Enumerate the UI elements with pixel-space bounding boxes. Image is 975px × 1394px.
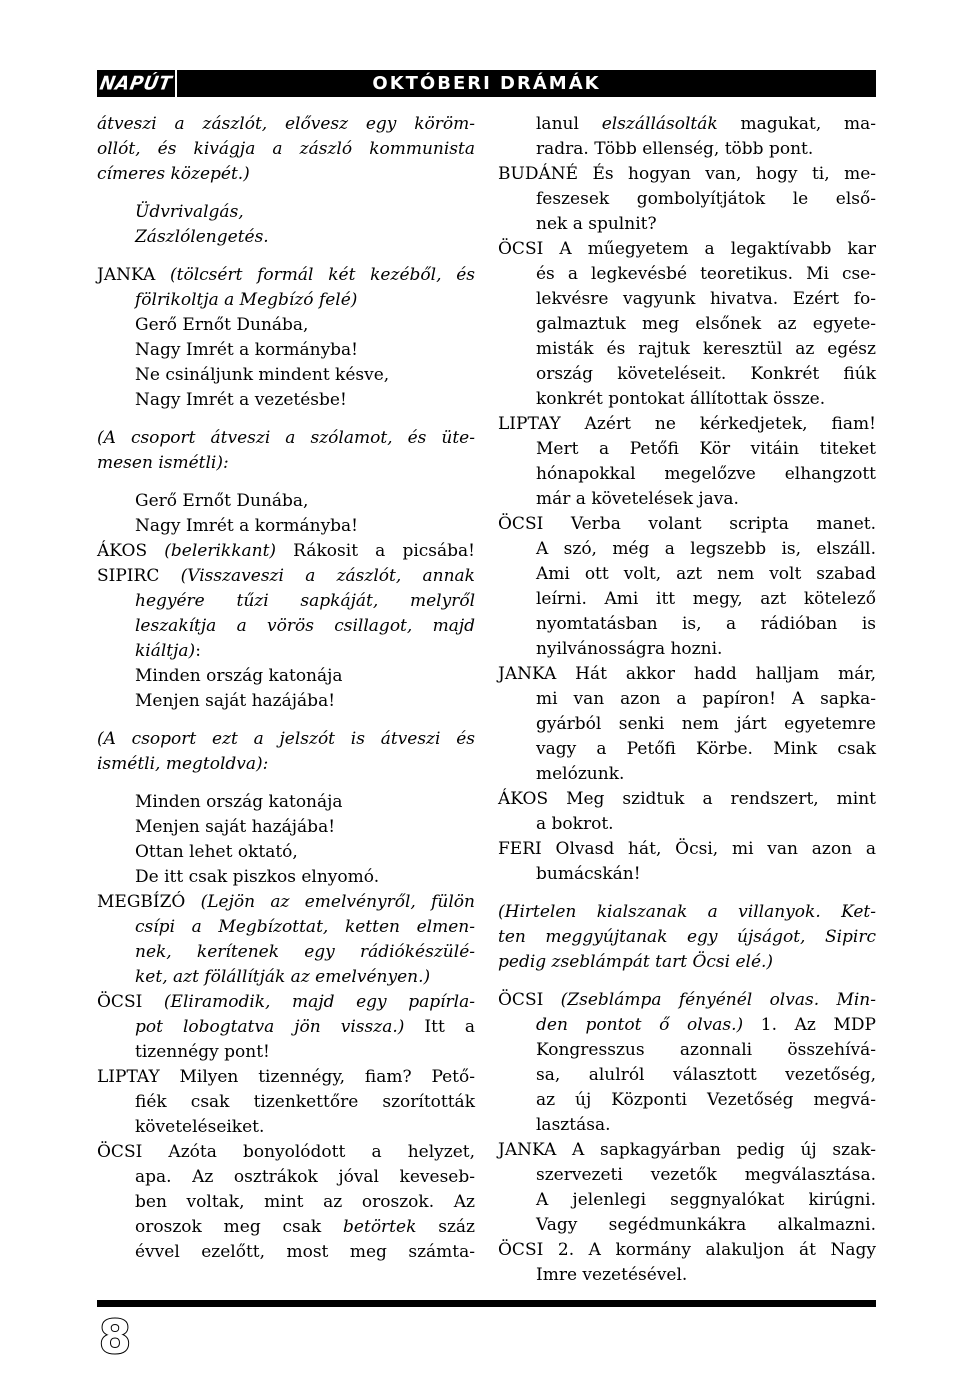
dialogue-text: ÖCSI 2. A kormány alakuljon át Nagy (498, 1240, 876, 1260)
dialogue-text: Kongresszus azonnali összehívá- (536, 1040, 876, 1060)
stage-direction-text: hegyére tűzi sapkáját, melyről (135, 591, 475, 611)
dialogue-text: ÖCSI A műegyetem a legaktívabb kar (498, 239, 876, 259)
dialogue-text: ÁKOS (97, 541, 165, 561)
stage-direction-text: átveszi a zászlót, elővesz egy köröm- (97, 114, 475, 134)
text-line (97, 426, 475, 451)
text-line (498, 137, 876, 162)
stage-direction-text: betörtek (343, 1217, 417, 1237)
text-line (97, 1065, 475, 1090)
dialogue-text: A szó, még a legszebb is, elszáll. (536, 539, 876, 559)
dialogue-text: a bokrot. (536, 814, 614, 834)
page-number: 8 (99, 1310, 132, 1364)
text-line (498, 712, 876, 737)
text-block (97, 790, 475, 890)
text-block (498, 1138, 876, 1238)
dialogue-text: Nagy Imrét a kormányba! (135, 340, 359, 360)
text-line (498, 1263, 876, 1288)
text-line (97, 752, 475, 777)
text-line (97, 965, 475, 990)
text-block (498, 512, 876, 662)
dialogue-text: az új Központi Vezetőség megvá- (536, 1090, 876, 1110)
text-line (498, 1188, 876, 1213)
text-line (498, 562, 876, 587)
text-block (97, 489, 475, 539)
text-block (97, 890, 475, 990)
stage-direction-text: ket, azt fölállítják az emelvényen.) (135, 967, 431, 987)
text-line (498, 537, 876, 562)
dialogue-text: Minden ország katonája (135, 792, 343, 812)
text-line (97, 288, 475, 313)
text-line (97, 313, 475, 338)
text-line (498, 1063, 876, 1088)
dialogue-text: ország követeléseit. Konkrét fiúk (536, 364, 876, 384)
stage-direction-text: mesen ismétli): (97, 453, 229, 473)
dialogue-text: Itt a (404, 1017, 475, 1037)
text-block (498, 988, 876, 1138)
dialogue-text: LIPTAY Milyen tizennégy, fiam? Pető- (97, 1067, 475, 1087)
dialogue-text: FERI Olvasd hát, Öcsi, mi van azon a (498, 839, 876, 859)
dialogue-text: leírni. Ami itt megy, azt kötelező (536, 589, 876, 609)
text-block (97, 1140, 475, 1265)
magazine-logo-text: NAPÚT (98, 72, 174, 95)
dialogue-text: melózunk. (536, 764, 625, 784)
dialogue-text: De itt csak piszkos elnyomó. (135, 867, 380, 887)
text-line (498, 262, 876, 287)
text-block (498, 112, 876, 162)
dialogue-text: száz (416, 1217, 475, 1237)
stage-direction-text: (Lejön az emelvényről, fülön (200, 892, 475, 912)
text-block (97, 263, 475, 413)
text-line (498, 612, 876, 637)
text-block (97, 1065, 475, 1140)
text-line (97, 137, 475, 162)
text-block (498, 787, 876, 837)
text-line (498, 112, 876, 137)
text-line (498, 312, 876, 337)
text-block (498, 162, 876, 237)
stage-direction-text: csípi a Megbízottat, ketten elmen- (135, 917, 475, 937)
stage-direction-text: (Visszaveszi a zászlót, annak (180, 566, 475, 586)
text-line (498, 1213, 876, 1238)
text-line (498, 762, 876, 787)
dialogue-text: nek a spulnit? (536, 214, 657, 234)
text-line (498, 925, 876, 950)
text-block (498, 1238, 876, 1288)
dialogue-text: JANKA (97, 265, 170, 285)
dialogue-text: Ottan lehet oktató, (135, 842, 298, 862)
text-line (97, 890, 475, 915)
text-line (498, 412, 876, 437)
text-line (498, 812, 876, 837)
dialogue-text: gyárból senki nem járt egyetemre (536, 714, 876, 734)
dialogue-text: évvel ezelőtt, most meg számta- (135, 1242, 475, 1262)
text-line (97, 1140, 475, 1165)
text-line (97, 1040, 475, 1065)
stage-direction-text: (tölcsért formál két kezéből, és (170, 265, 475, 285)
text-line (498, 1238, 876, 1263)
text-line (97, 589, 475, 614)
text-line (498, 787, 876, 812)
text-line (97, 539, 475, 564)
text-line (97, 162, 475, 187)
dialogue-text: magukat, ma- (717, 114, 876, 134)
dialogue-text: ÁKOS Meg szidtuk a rendszert, mint (498, 789, 876, 809)
dialogue-text: Ami ott volt, azt nem volt szabad (536, 564, 876, 584)
text-line (97, 815, 475, 840)
text-line (97, 564, 475, 589)
stage-direction-text: (Zseblámpa fényénél olvas. Min- (560, 990, 876, 1010)
dialogue-text: Menjen saját hazájába! (135, 691, 336, 711)
text-line (498, 587, 876, 612)
dialogue-text: Nagy Imrét a vezetésbe! (135, 390, 347, 410)
text-line (97, 639, 475, 664)
text-line (97, 1090, 475, 1115)
text-line (498, 287, 876, 312)
dialogue-text: ÖCSI (97, 992, 164, 1012)
stage-direction-text: címeres közepét.) (97, 164, 250, 184)
text-block (498, 837, 876, 887)
text-line (97, 200, 475, 225)
dialogue-text: : (195, 641, 201, 661)
dialogue-text: Mert a Petőfi Kör vitáin titeket (536, 439, 876, 459)
stage-direction-text: ismétli, megtoldva): (97, 754, 269, 774)
text-block (97, 426, 475, 476)
text-line (498, 687, 876, 712)
left-column (97, 112, 475, 1288)
dialogue-text: bumácskán! (536, 864, 641, 884)
text-block (97, 200, 475, 250)
dialogue-text: lasztása. (536, 1115, 611, 1135)
dialogue-text: Vagy segédmunkákra alkalmazni. (536, 1215, 876, 1235)
stage-direction-text: (belerikkant) (164, 541, 277, 561)
dialogue-text: Menjen saját hazájába! (135, 817, 336, 837)
dialogue-text: és a legkevésbé teoretikus. Mi cse- (536, 264, 876, 284)
text-line (498, 237, 876, 262)
text-line (498, 162, 876, 187)
text-line (97, 338, 475, 363)
text-line (97, 840, 475, 865)
stage-direction-text: Zászlólengetés. (135, 227, 269, 247)
text-line (498, 187, 876, 212)
dialogue-text: BUDÁNÉ És hogyan van, hogy ti, me- (498, 164, 876, 184)
stage-direction-text: leszakítja a vörös csillagot, majd (135, 616, 475, 636)
text-line (498, 362, 876, 387)
dialogue-text: ÖCSI Verba volant scripta manet. (498, 514, 876, 534)
stage-direction-text: (A csoport ezt a jelszót is átveszi és (97, 729, 475, 749)
text-line (498, 1013, 876, 1038)
bottom-rule (97, 1300, 876, 1307)
text-line (498, 862, 876, 887)
stage-direction-text: kiáltja) (135, 641, 196, 661)
stage-direction-text: Üdvrivalgás, (135, 202, 244, 222)
dialogue-text: oroszok meg csak (135, 1217, 344, 1237)
stage-direction-text: (Eliramodik, majd egy papírla- (163, 992, 475, 1012)
text-line (97, 990, 475, 1015)
text-block (498, 412, 876, 512)
dialogue-text: LIPTAY Azért ne kérkedjetek, fiam! (498, 414, 876, 434)
text-block (498, 900, 876, 975)
text-line (498, 662, 876, 687)
stage-direction-text: pedig zseblámpát tart Öcsi elé.) (498, 952, 774, 972)
right-column (498, 112, 876, 1288)
text-line (498, 512, 876, 537)
dialogue-text: sa, alulról választott vezetőség, (536, 1065, 876, 1085)
text-line (97, 915, 475, 940)
dialogue-text: ÖCSI Azóta bonyolódott a helyzet, (97, 1142, 475, 1162)
text-line (97, 489, 475, 514)
dialogue-text: lanul (536, 114, 602, 134)
dialogue-text: JANKA Hát akkor hadd halljam már, (498, 664, 876, 684)
stage-direction-text: ollót, és kivágja a zászló kommunista (97, 139, 475, 159)
dialogue-text: ben voltak, mint az oroszok. Az (135, 1192, 475, 1212)
text-line (498, 387, 876, 412)
text-line (498, 988, 876, 1013)
text-line (498, 1138, 876, 1163)
dialogue-text: misták és rajtuk keresztül az egész (536, 339, 876, 359)
text-block (97, 112, 475, 187)
stage-direction-text: pot lobogtatva jön vissza.) (135, 1017, 405, 1037)
stage-direction-text: ten meggyújtanak egy újságot, Sipirc (498, 927, 876, 947)
dialogue-text: JANKA A sapkagyárban pedig új szak- (498, 1140, 876, 1160)
dialogue-text: galmaztuk meg elsőnek az egyete- (536, 314, 876, 334)
text-line (97, 1115, 475, 1140)
stage-direction-text: elszállásolták (601, 114, 718, 134)
dialogue-text: már a követelések java. (536, 489, 739, 509)
dialogue-text: Ne csináljunk mindent késve, (135, 365, 390, 385)
text-line (498, 1163, 876, 1188)
text-line (97, 1240, 475, 1265)
text-block (498, 237, 876, 412)
text-line (498, 462, 876, 487)
stage-direction-text: (A csoport átveszi a szólamot, és üte- (97, 428, 475, 448)
text-line (97, 727, 475, 752)
dialogue-text: MEGBÍZÓ (97, 892, 201, 912)
page-header-title: OKTÓBERI DRÁMÁK (372, 73, 601, 94)
text-line (498, 900, 876, 925)
text-block (97, 539, 475, 564)
dialogue-text: 1. Az MDP (743, 1015, 876, 1035)
dialogue-text: A jelenlegi seggnyalókat kirúgni. (536, 1190, 876, 1210)
text-line (97, 1215, 475, 1240)
text-block (97, 564, 475, 714)
text-line (498, 212, 876, 237)
dialogue-text: feszesek gombolyítjátok le első- (536, 189, 876, 209)
dialogue-text: nyilvánosságra hozni. (536, 639, 723, 659)
dialogue-text: Gerő Ernőt Dunába, (135, 315, 309, 335)
dialogue-text: vagy a Petőfi Körbe. Mink csak (536, 739, 876, 759)
dialogue-text: Gerő Ernőt Dunába, (135, 491, 309, 511)
dialogue-text: SIPIRC (97, 566, 181, 586)
dialogue-text: Imre vezetésével. (536, 1265, 688, 1285)
dialogue-text: nyomtatásban is, a rádióban is (536, 614, 876, 634)
text-line (498, 950, 876, 975)
stage-direction-text: nek, kerítenek egy rádiókészülé- (135, 942, 475, 962)
text-line (97, 451, 475, 476)
text-line (498, 1088, 876, 1113)
text-line (97, 689, 475, 714)
dialogue-text: tizennégy pont! (135, 1042, 270, 1062)
stage-direction-text: fölrikoltja a Megbízó felé) (135, 290, 358, 310)
text-block (97, 990, 475, 1065)
text-line (97, 514, 475, 539)
text-line (97, 112, 475, 137)
dialogue-text: mi van azon a papíron! A sapka- (536, 689, 876, 709)
text-line (97, 614, 475, 639)
dialogue-text: apa. Az osztrákok jóval keveseb- (135, 1167, 475, 1187)
text-line (498, 337, 876, 362)
text-line (97, 1190, 475, 1215)
header-bar (97, 70, 876, 97)
text-line (97, 263, 475, 288)
text-columns (97, 112, 876, 1288)
text-block (498, 662, 876, 787)
text-line (498, 1113, 876, 1138)
dialogue-text: Rákosit a picsába! (276, 541, 475, 561)
text-line (97, 388, 475, 413)
text-line (97, 1015, 475, 1040)
dialogue-text: szervezeti vezetők megválasztása. (536, 1165, 876, 1185)
text-line (97, 664, 475, 689)
dialogue-text: radra. Több ellenség, több pont. (536, 139, 814, 159)
text-line (97, 225, 475, 250)
text-line (97, 363, 475, 388)
dialogue-text: lekvésre vagyunk hivatva. Ezért fo- (536, 289, 876, 309)
text-line (498, 437, 876, 462)
dialogue-text: Minden ország katonája (135, 666, 343, 686)
text-line (498, 837, 876, 862)
text-line (97, 940, 475, 965)
text-line (97, 1165, 475, 1190)
text-line (498, 1038, 876, 1063)
dialogue-text: konkrét pontokat állítottak össze. (536, 389, 826, 409)
stage-direction-text: den pontot ő olvas.) (536, 1015, 744, 1035)
text-line (97, 790, 475, 815)
text-block (97, 727, 475, 777)
dialogue-text: hónapokkal megelőzve elhangzott (536, 464, 876, 484)
dialogue-text: Nagy Imrét a kormányba! (135, 516, 359, 536)
stage-direction-text: (Hirtelen kialszanak a villanyok. Ket- (498, 902, 876, 922)
dialogue-text: ÖCSI (498, 990, 561, 1010)
text-line (498, 637, 876, 662)
dialogue-text: követeléseiket. (135, 1117, 265, 1137)
text-line (97, 865, 475, 890)
dialogue-text: fiék csak tizenkettőre szorították (135, 1092, 475, 1112)
text-line (498, 737, 876, 762)
text-line (498, 487, 876, 512)
